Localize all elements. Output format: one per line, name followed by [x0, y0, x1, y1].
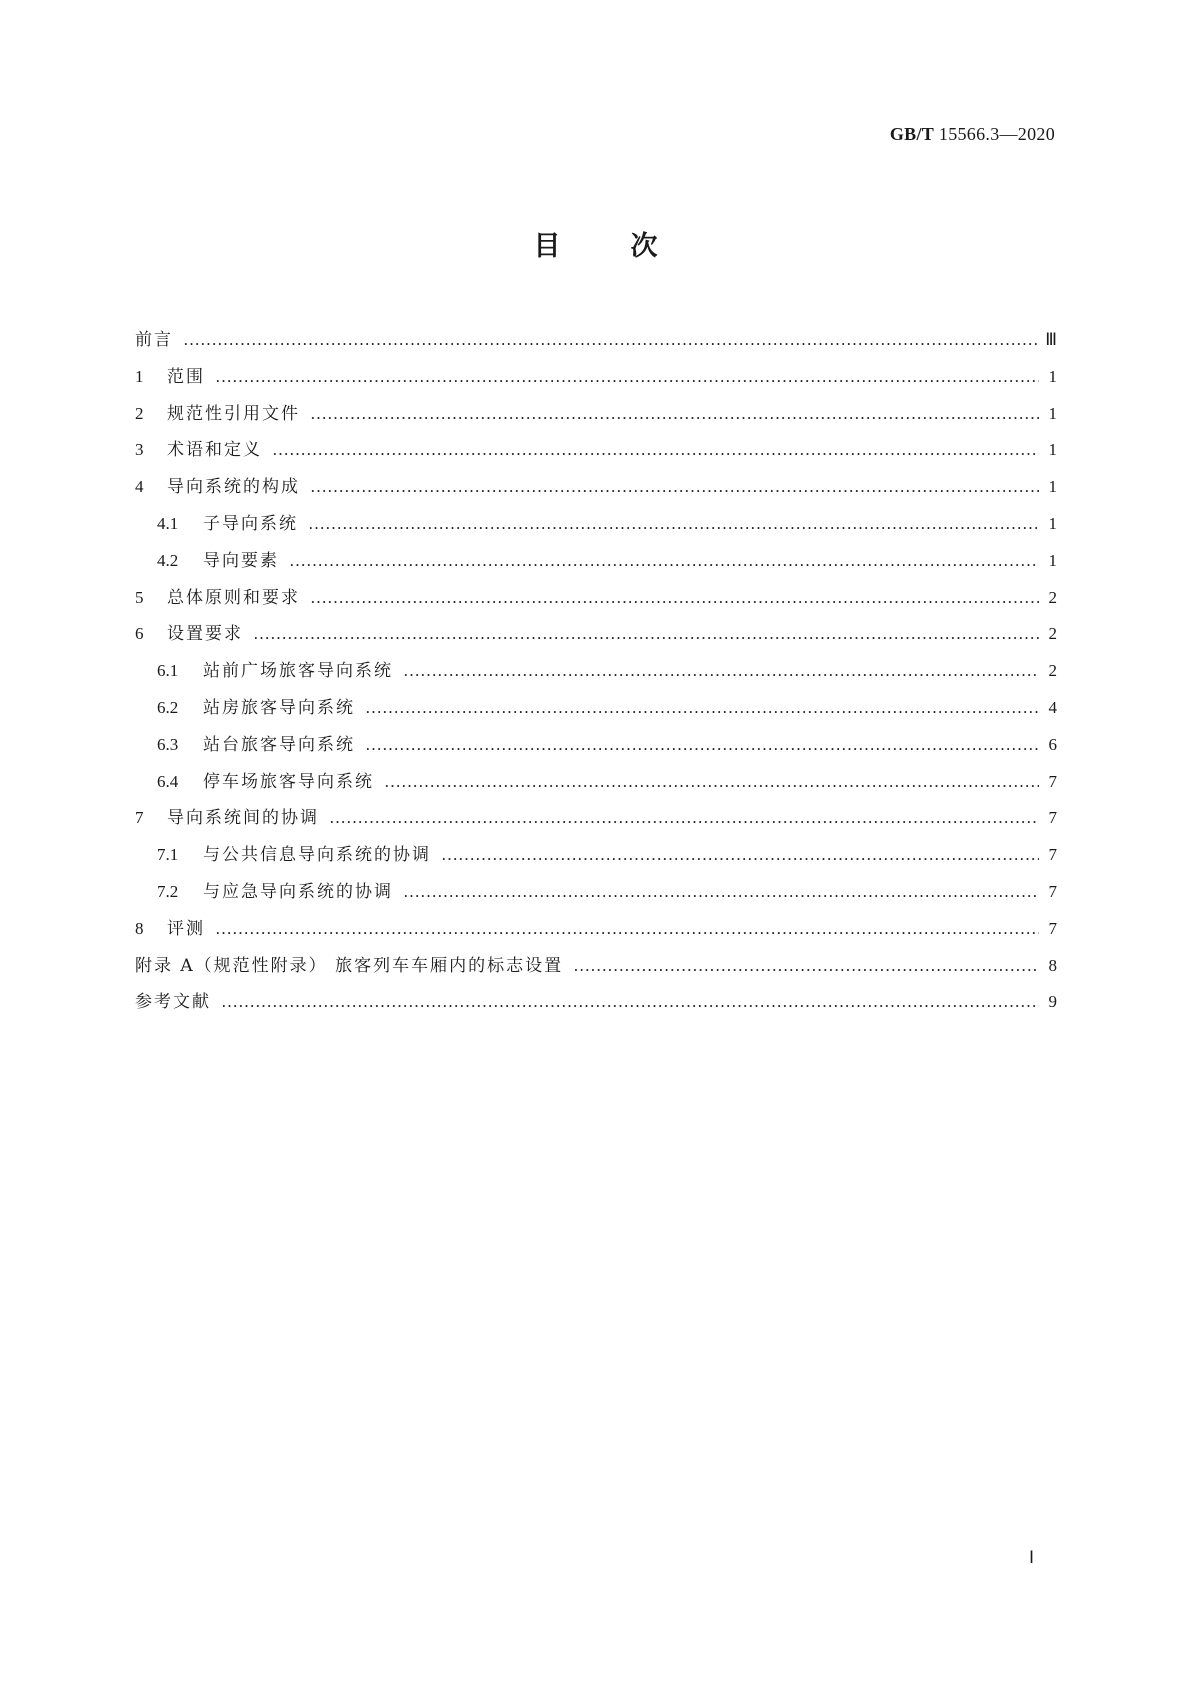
dot-leader: [573, 956, 1039, 976]
toc-entry-number: 4: [135, 477, 144, 497]
toc-entry-title: 子导向系统: [203, 513, 298, 534]
toc-entry-title: 站房旅客导向系统: [203, 697, 355, 718]
toc-entry[interactable]: [135, 693, 1057, 730]
dot-leader: [365, 698, 1039, 718]
toc-entry-page: 6: [1048, 734, 1057, 754]
toc-entry-page: 1: [1048, 403, 1057, 423]
toc-entry-title: 前言: [135, 330, 173, 350]
dot-leader: [308, 514, 1039, 534]
dot-leader: [310, 404, 1039, 424]
page-title: [0, 224, 1191, 263]
standard-number: 15566.3—2020: [938, 124, 1055, 144]
standard-code: [890, 124, 1055, 145]
toc-entry-title: 停车场旅客导向系统: [203, 771, 374, 792]
toc-entry[interactable]: [135, 840, 1057, 877]
dot-leader: [403, 882, 1039, 902]
toc-entry[interactable]: [135, 987, 1057, 1024]
toc-entry-title: 设置要求: [167, 624, 243, 645]
toc-entry[interactable]: [135, 619, 1057, 656]
toc-entry-title: 站前广场旅客导向系统: [203, 661, 393, 682]
toc-entry-title: 附录 A（规范性附录） 旅客列车车厢内的标志设置: [135, 955, 564, 976]
toc-entry-number: 4.2: [157, 550, 179, 570]
toc-entry-number: 7: [135, 808, 144, 828]
table-of-contents: [135, 325, 1057, 1024]
dot-leader: [310, 477, 1039, 497]
toc-entry[interactable]: [135, 435, 1057, 472]
toc-entry-page: 7: [1048, 918, 1057, 938]
dot-leader: [221, 992, 1039, 1012]
toc-entry-number: 6.1: [157, 661, 179, 681]
toc-entry-page: 1: [1048, 477, 1057, 497]
page-number: Ⅰ: [1028, 1548, 1034, 1567]
toc-entry-title: 评测: [167, 918, 205, 939]
toc-entry-number: 6.2: [157, 697, 179, 717]
toc-entry-page: 2: [1048, 661, 1057, 681]
toc-entry[interactable]: [135, 877, 1057, 914]
toc-entry-number: 5: [135, 587, 144, 607]
toc-entry-title: 范围: [167, 366, 205, 387]
toc-entry-number: 7.1: [157, 845, 179, 865]
toc-entry[interactable]: [135, 767, 1057, 804]
toc-entry[interactable]: [135, 583, 1057, 620]
toc-entry-page: 8: [1048, 955, 1057, 975]
standard-prefix: GB/T: [889, 124, 935, 144]
toc-entry-number: 6: [135, 624, 144, 644]
toc-entry-page: 1: [1048, 366, 1057, 386]
toc-entry-number: 4.1: [157, 513, 179, 533]
toc-entry-page: Ⅲ: [1045, 330, 1057, 349]
dot-leader: [215, 367, 1039, 387]
toc-entry-title: 站台旅客导向系统: [203, 734, 355, 755]
toc-entry-title: 导向要素: [203, 550, 279, 571]
dot-leader: [183, 330, 1039, 350]
toc-entry-title: 术语和定义: [167, 440, 262, 461]
toc-entry[interactable]: [135, 656, 1057, 693]
title-char-2: 次: [630, 231, 658, 262]
dot-leader: [253, 624, 1039, 644]
dot-leader: [365, 735, 1039, 755]
toc-entry[interactable]: [135, 546, 1057, 583]
dot-leader: [289, 551, 1039, 571]
toc-entry[interactable]: [135, 509, 1057, 546]
toc-entry-page: 7: [1048, 808, 1057, 828]
dot-leader: [272, 440, 1039, 460]
toc-entry[interactable]: [135, 325, 1057, 362]
toc-entry-page: 7: [1048, 845, 1057, 865]
toc-entry-title: 与应急导向系统的协调: [203, 881, 393, 902]
dot-leader: [215, 919, 1039, 939]
toc-entry-page: 1: [1048, 513, 1057, 533]
toc-entry[interactable]: [135, 803, 1057, 840]
toc-entry-page: 2: [1048, 587, 1057, 607]
toc-entry-title: 与公共信息导向系统的协调: [203, 845, 431, 866]
toc-entry[interactable]: [135, 730, 1057, 767]
dot-leader: [329, 808, 1039, 828]
toc-entry-page: 7: [1048, 881, 1057, 901]
dot-leader: [384, 772, 1039, 792]
dot-leader: [310, 588, 1039, 608]
toc-entry-number: 7.2: [157, 881, 179, 901]
toc-entry-page: 4: [1048, 697, 1057, 717]
dot-leader: [441, 845, 1039, 865]
toc-entry[interactable]: [135, 914, 1057, 951]
dot-leader: [403, 661, 1039, 681]
toc-entry-title: 参考文献: [135, 992, 211, 1013]
toc-entry[interactable]: [135, 951, 1057, 988]
title-char-1: 目: [533, 231, 561, 262]
toc-entry-number: 3: [135, 440, 144, 460]
toc-entry-title: 规范性引用文件: [167, 403, 300, 424]
toc-entry-number: 2: [135, 403, 144, 423]
toc-entry-number: 6.4: [157, 771, 179, 791]
toc-entry-number: 8: [135, 918, 144, 938]
toc-entry-page: 2: [1048, 624, 1057, 644]
toc-entry[interactable]: [135, 399, 1057, 436]
toc-entry-page: 7: [1048, 771, 1057, 791]
toc-entry-title: 导向系统的构成: [167, 477, 300, 498]
toc-entry-title: 总体原则和要求: [167, 587, 300, 608]
toc-entry-page: 1: [1048, 550, 1057, 570]
toc-entry[interactable]: [135, 362, 1057, 399]
toc-entry-page: 1: [1048, 440, 1057, 460]
toc-entry-number: 6.3: [157, 734, 179, 754]
toc-entry-title: 导向系统间的协调: [167, 808, 319, 829]
toc-entry-number: 1: [135, 366, 144, 386]
toc-entry[interactable]: [135, 472, 1057, 509]
toc-entry-page: 9: [1048, 992, 1057, 1012]
